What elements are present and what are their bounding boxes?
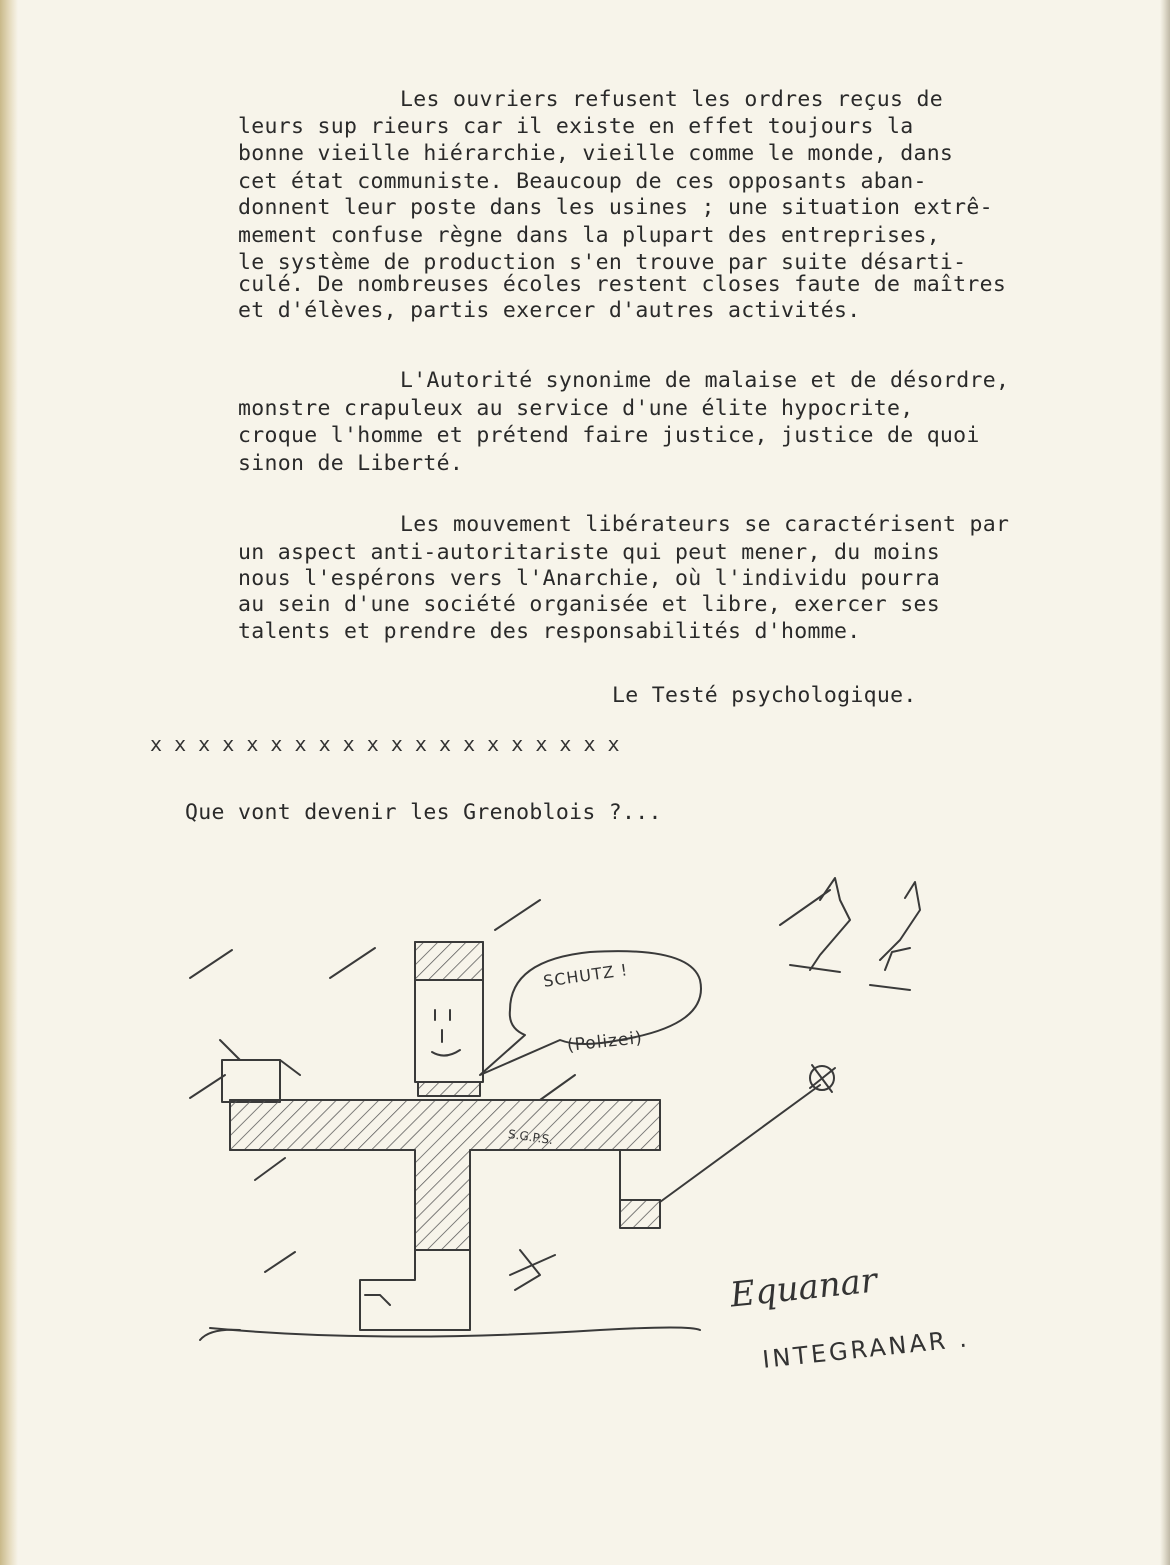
- separator-crosses: x x x x x x x x x x x x x x x x x x x x: [150, 732, 620, 756]
- page-binding-edge: [0, 0, 18, 1565]
- belt-label: S.G.P.S.: [507, 1126, 554, 1148]
- text-line: et d'élèves, partis exercer d'autres activités.: [238, 298, 861, 323]
- text-line: donnent leur poste dans les usines ; une situation extrê-: [238, 195, 993, 220]
- author-signature: Le Testé psychologique.: [612, 683, 917, 708]
- stroke-mark: [190, 1075, 225, 1098]
- text-line: au sein d'une société organisée et libre, exercer ses: [238, 592, 940, 617]
- text-line: nous l'espérons vers l'Anarchie, où l'individu pourra: [238, 566, 940, 591]
- text-line: mement confuse règne dans la plupart des entreprises,: [238, 223, 940, 248]
- stroke-mark: [540, 1075, 575, 1100]
- text-line: le système de production s'en trouve par suite désarti-: [238, 250, 967, 275]
- text-line: Les ouvriers refusent les ordres reçus de: [400, 87, 944, 112]
- text-line: talents et prendre des responsabilités d'homme.: [238, 619, 861, 644]
- caption-cursive: Equanar: [728, 1260, 879, 1316]
- text-line: culé. De nombreuses écoles restent closes faute de maîtres: [238, 272, 1007, 297]
- stroke-mark: [190, 950, 232, 978]
- text-line: un aspect anti-autoritariste qui peut mener, du moins: [238, 540, 940, 565]
- text-line: croque l'homme et prétend faire justice, justice de quoi: [238, 423, 980, 448]
- speech-bubble-line1: SCHUTZ !: [542, 960, 630, 991]
- text-line: sinon de Liberté.: [238, 451, 464, 476]
- question-heading: Que vont devenir les Grenoblois ?...: [185, 800, 662, 825]
- text-line: cet état communiste. Beaucoup de ces opposants aban-: [238, 169, 927, 194]
- stroke-mark: [495, 900, 540, 930]
- stroke-mark: [265, 1252, 295, 1272]
- text-line: bonne vieille hiérarchie, vieille comme le monde, dans: [238, 141, 954, 166]
- text-line: L'Autorité synonime de malaise et de désordre,: [400, 368, 1010, 393]
- stroke-mark: [255, 1158, 285, 1180]
- text-line: Les mouvement libérateurs se caractérisent par: [400, 512, 1010, 537]
- caption-caps: INTEGRANAR .: [761, 1324, 971, 1374]
- text-line: monstre crapuleux au service d'une élite hypocrite,: [238, 396, 914, 421]
- stroke-mark: [330, 948, 375, 978]
- page-right-edge: [1160, 0, 1170, 1565]
- text-line: leurs sup rieurs car il existe en effet toujours la: [238, 114, 914, 139]
- speech-bubble-line2: (Polizei): [566, 1028, 644, 1056]
